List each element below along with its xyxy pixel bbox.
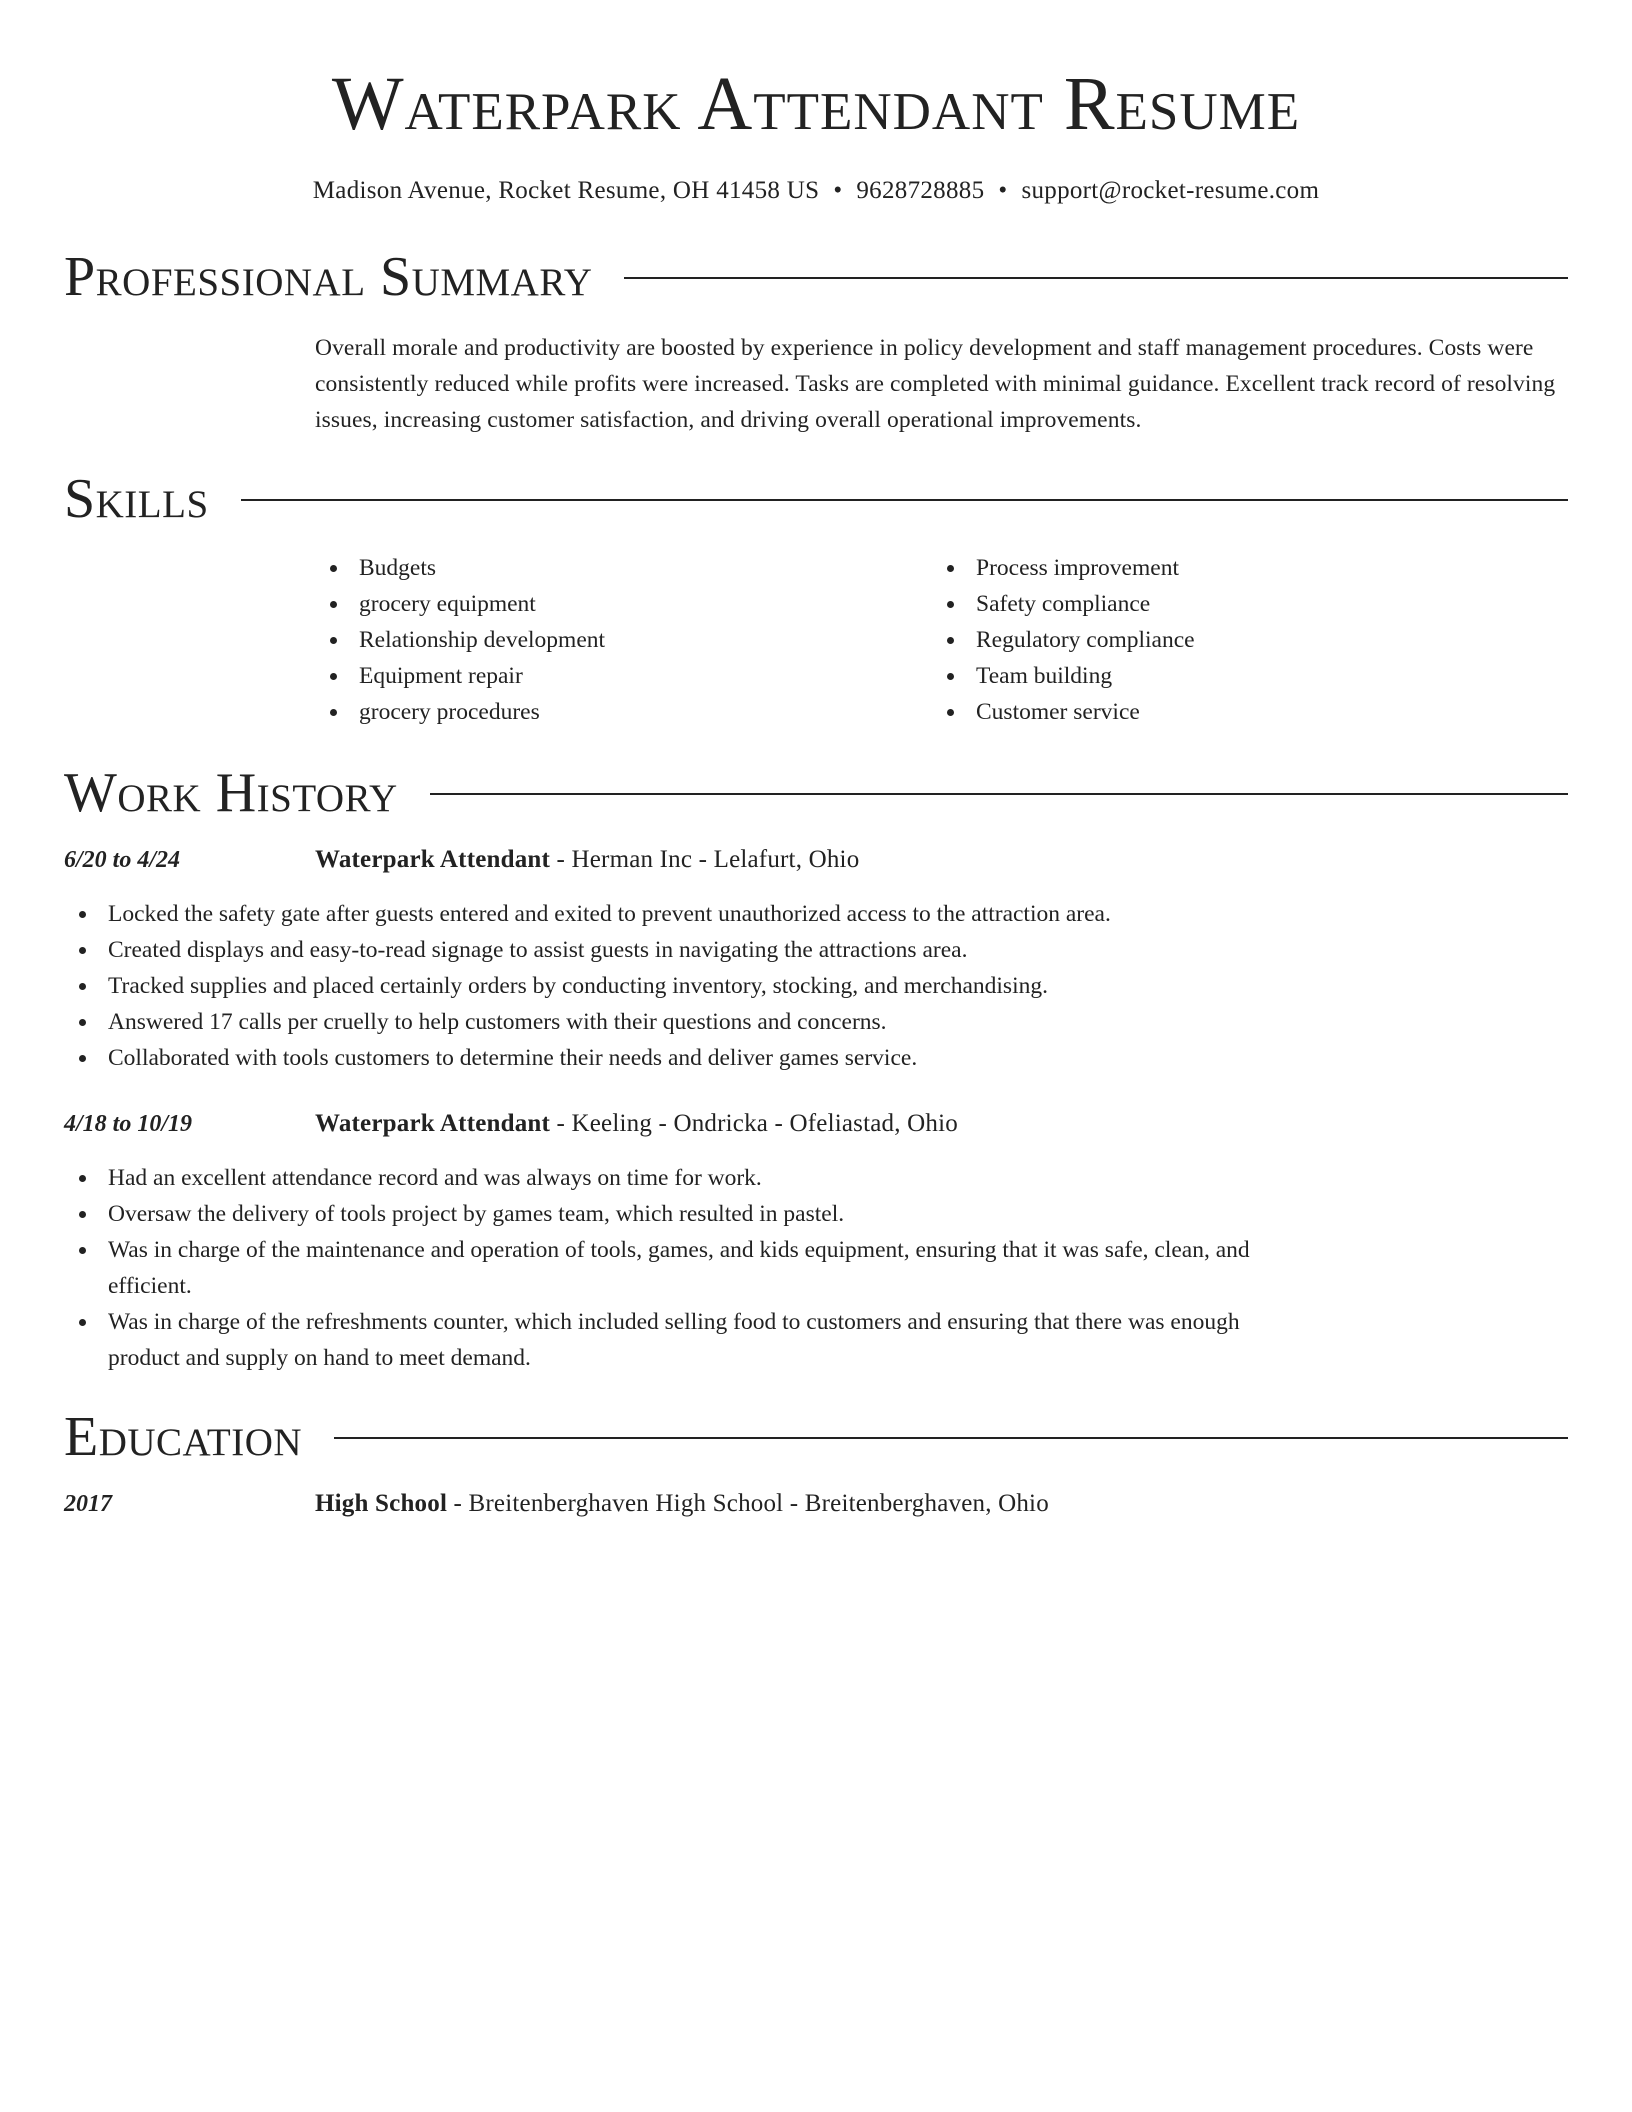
education-role [315, 1486, 1049, 1522]
contact-email: support@rocket-resume.com [1021, 177, 1320, 204]
skill-item: Regulatory compliance [932, 622, 1549, 658]
education-school: - Breitenberghaven High School - Breitenberghaven, Ohio [447, 1490, 1049, 1517]
section-divider [241, 499, 1568, 501]
separator-bullet: • [998, 177, 1008, 204]
skill-item: grocery procedures [315, 694, 932, 730]
section-divider [334, 1437, 1568, 1439]
section-heading-education: Education [64, 1406, 303, 1468]
job-bullet: Was in charge of the refreshments counter, which included selling food to customers and ensuring that there was enough product and supply on hand to meet demand. [64, 1304, 1317, 1376]
summary-text: Overall morale and productivity are boosted by experience in policy development and staff management procedures. Costs were consistently reduced while profits were increased. Tasks are completed with minimal guidance. Excellent track record of resolving issues, increasing customer satisfaction, and driving overall operational improvements. [315, 335, 1556, 433]
skills-section-header [64, 468, 1568, 530]
separator-bullet: • [833, 177, 843, 204]
job-bullet: Locked the safety gate after guests entered and exited to prevent unauthorized access to the attraction area. [64, 896, 1317, 932]
summary-section-header [64, 246, 1568, 308]
skill-item: Relationship development [315, 622, 932, 658]
job-title: Waterpark Attendant [315, 1110, 551, 1137]
section-divider [624, 277, 1568, 279]
skill-item: Team building [932, 658, 1549, 694]
skill-item: Process improvement [932, 550, 1549, 586]
section-heading-work: Work History [64, 762, 398, 824]
skills-column-left [315, 550, 932, 730]
job-employer: - Herman Inc - Lelafurt, Ohio [550, 846, 860, 873]
job-entry [64, 1106, 1568, 1376]
education-section-header [64, 1406, 1568, 1468]
job-dates: 6/20 to 4/24 [64, 847, 181, 873]
education-date: 2017 [64, 1491, 112, 1517]
job-dates: 4/18 to 10/19 [64, 1111, 193, 1137]
job-bullet: Answered 17 calls per cruelly to help customers with their questions and concerns. [64, 1004, 1317, 1040]
job-employer: - Keeling - Ondricka - Ofeliastad, Ohio [550, 1110, 958, 1137]
contact-line [64, 174, 1568, 208]
job-bullet: Was in charge of the maintenance and operation of tools, games, and kids equipment, ensuring that it was safe, clean, and efficient. [64, 1232, 1317, 1304]
resume-title: Waterpark Attendant Resume [331, 62, 1301, 146]
job-role [315, 1106, 958, 1142]
job-bullet: Had an excellent attendance record and was always on time for work. [64, 1160, 1317, 1196]
job-header [64, 842, 1568, 878]
job-bullet: Created displays and easy-to-read signage to assist guests in navigating the attractions area. [64, 932, 1317, 968]
job-role [315, 842, 859, 878]
job-bullet: Oversaw the delivery of tools project by games team, which resulted in pastel. [64, 1196, 1317, 1232]
contact-phone: 9628728885 [856, 177, 985, 204]
job-bullet: Tracked supplies and placed certainly orders by conducting inventory, stocking, and merchandising. [64, 968, 1317, 1004]
skill-item: Budgets [315, 550, 932, 586]
contact-address: Madison Avenue, Rocket Resume, OH 41458 US [312, 177, 820, 204]
job-bullets [64, 1160, 1317, 1376]
education-degree: High School [315, 1490, 448, 1517]
section-heading-summary: Professional Summary [64, 246, 593, 308]
section-heading-skills: Skills [64, 468, 209, 530]
skill-item: Customer service [932, 694, 1549, 730]
skill-item: Safety compliance [932, 586, 1549, 622]
skill-item: Equipment repair [315, 658, 932, 694]
education-header [64, 1486, 1568, 1522]
job-bullet: Collaborated with tools customers to determine their needs and deliver games service. [64, 1040, 1317, 1076]
skills-column-right [932, 550, 1549, 730]
skill-item: grocery equipment [315, 586, 932, 622]
work-section-header [64, 762, 1568, 824]
skills-list [315, 550, 1568, 730]
job-entry [64, 842, 1568, 1076]
job-header [64, 1106, 1568, 1142]
job-title: Waterpark Attendant [315, 846, 551, 873]
job-bullets [64, 896, 1317, 1076]
resume-page [64, 0, 1568, 1522]
education-entry [64, 1486, 1568, 1522]
section-divider [430, 793, 1568, 795]
